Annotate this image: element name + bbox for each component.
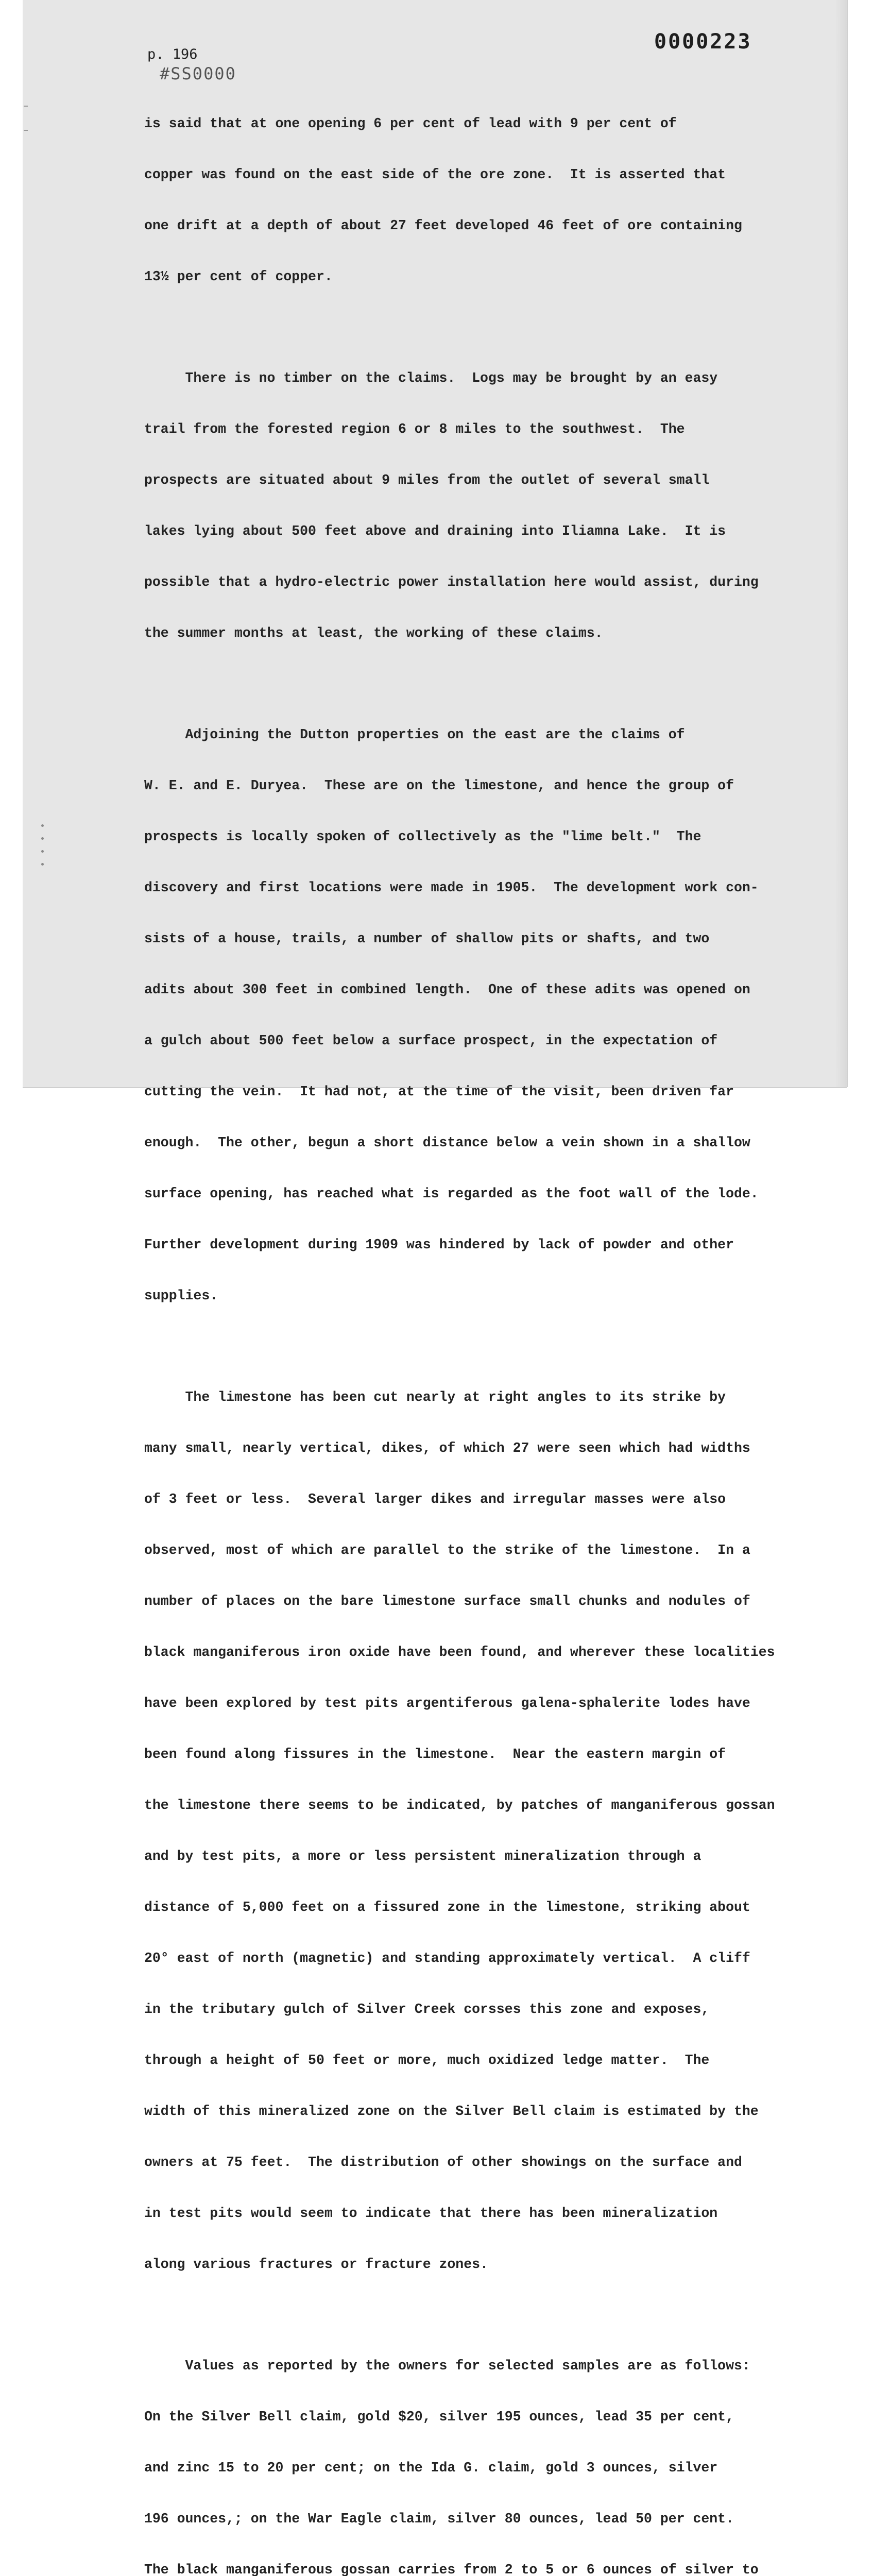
text-line: black manganiferous iron oxide have been found, and wherever these localities — [144, 1645, 775, 1660]
text-line: Further development during 1909 was hindered by lack of powder and other — [144, 1237, 734, 1252]
text-line: supplies. — [144, 1288, 218, 1303]
text-line: 196 ounces,; on the War Eagle claim, silver 80 ounces, lead 50 per cent. — [144, 2511, 734, 2527]
text-line: The black manganiferous gossan carries from 2 to 5 or 6 ounces of silver to — [144, 2562, 759, 2576]
margin-dot — [41, 863, 44, 866]
text-line: copper was found on the east side of the ore zone. It is asserted that — [144, 167, 726, 182]
text-line: The limestone has been cut nearly at right angles to its strike by — [144, 1389, 726, 1405]
text-line: surface opening, has reached what is regarded as the foot wall of the lode. — [144, 1186, 759, 1201]
text-line: in the tributary gulch of Silver Creek corsses this zone and exposes, — [144, 2002, 710, 2017]
text-line: W. E. and E. Duryea. These are on the limestone, and hence the group of — [144, 778, 734, 793]
text-line: adits about 300 feet in combined length. One of these adits was opened on — [144, 982, 750, 997]
text-line: owners at 75 feet. The distribution of other showings on the surface and — [144, 2155, 742, 2170]
text-line: 13½ per cent of copper. — [144, 269, 333, 284]
text-line: distance of 5,000 feet on a fissured zone in the limestone, striking about — [144, 1900, 750, 1915]
text-line: through a height of 50 feet or more, much oxidized ledge matter. The — [144, 2053, 710, 2068]
text-line: been found along fissures in the limestone. Near the eastern margin of — [144, 1747, 726, 1762]
text-line: trail from the forested region 6 or 8 miles to the southwest. The — [144, 421, 685, 437]
text-line: sists of a house, trails, a number of shallow pits or shafts, and two — [144, 931, 710, 946]
text-line: prospects is locally spoken of collectively as the "lime belt." The — [144, 829, 701, 844]
text-line: discovery and first locations were made in 1905. The development work con- — [144, 880, 759, 895]
paragraph-5 — [144, 2324, 814, 2576]
margin-dot — [41, 824, 44, 827]
text-line: observed, most of which are parallel to the strike of the limestone. In a — [144, 1543, 750, 1558]
text-line: have been explored by test pits argentiferous galena-sphalerite lodes have — [144, 1696, 750, 1711]
faint-stamp: #SS0000 — [160, 64, 236, 83]
text-line: enough. The other, begun a short distance below a vein shown in a shallow — [144, 1135, 750, 1150]
page-number: p. 196 — [147, 46, 198, 62]
margin-mark — [24, 106, 28, 107]
document-stamp-number: 0000223 — [654, 30, 752, 54]
margin-dots — [41, 824, 44, 881]
text-line: On the Silver Bell claim, gold $20, silver 195 ounces, lead 35 per cent, — [144, 2409, 734, 2425]
margin-marks — [24, 106, 29, 157]
paragraph-1 — [144, 81, 814, 319]
paragraph-3 — [144, 692, 814, 1338]
text-line: cutting the vein. It had not, at the time of the visit, been driven far — [144, 1084, 734, 1099]
text-line: Adjoining the Dutton properties on the east are the claims of — [144, 727, 685, 742]
text-line: and zinc 15 to 20 per cent; on the Ida G. claim, gold 3 ounces, silver — [144, 2460, 718, 2476]
margin-mark — [24, 130, 28, 131]
text-line: of 3 feet or less. Several larger dikes and irregular masses were also — [144, 1492, 726, 1507]
margin-dot — [41, 850, 44, 853]
margin-dot — [41, 837, 44, 840]
text-line: the summer months at least, the working of these claims. — [144, 625, 603, 641]
text-line: possible that a hydro-electric power installation here would assist, during — [144, 574, 759, 590]
page-edge — [835, 0, 847, 1087]
text-line: width of this mineralized zone on the Silver Bell claim is estimated by the — [144, 2104, 759, 2119]
paragraph-2 — [144, 336, 814, 676]
text-line: one drift at a depth of about 27 feet developed 46 feet of ore containing — [144, 218, 742, 233]
text-line: in test pits would seem to indicate that there has been mineralization — [144, 2206, 718, 2221]
text-line: lakes lying about 500 feet above and draining into Iliamna Lake. It is — [144, 523, 726, 539]
text-line: is said that at one opening 6 per cent of lead with 9 per cent of — [144, 116, 677, 131]
text-line: the limestone there seems to be indicated, by patches of manganiferous gossan — [144, 1798, 775, 1813]
text-line: Values as reported by the owners for selected samples are as follows: — [144, 2358, 750, 2374]
paragraph-4 — [144, 1355, 814, 2307]
text-line: and by test pits, a more or less persistent mineralization through a — [144, 1849, 701, 1864]
text-line: prospects are situated about 9 miles from the outlet of several small — [144, 472, 710, 488]
text-line: 20° east of north (magnetic) and standing approximately vertical. A cliff — [144, 1951, 750, 1966]
text-line: a gulch about 500 feet below a surface prospect, in the expectation of — [144, 1033, 718, 1048]
document-body — [144, 81, 814, 2576]
text-line: many small, nearly vertical, dikes, of which 27 were seen which had widths — [144, 1440, 750, 1456]
text-line: There is no timber on the claims. Logs may be brought by an easy — [144, 370, 718, 386]
text-line: along various fractures or fracture zones. — [144, 2257, 488, 2272]
text-line: number of places on the bare limestone surface small chunks and nodules of — [144, 1594, 750, 1609]
